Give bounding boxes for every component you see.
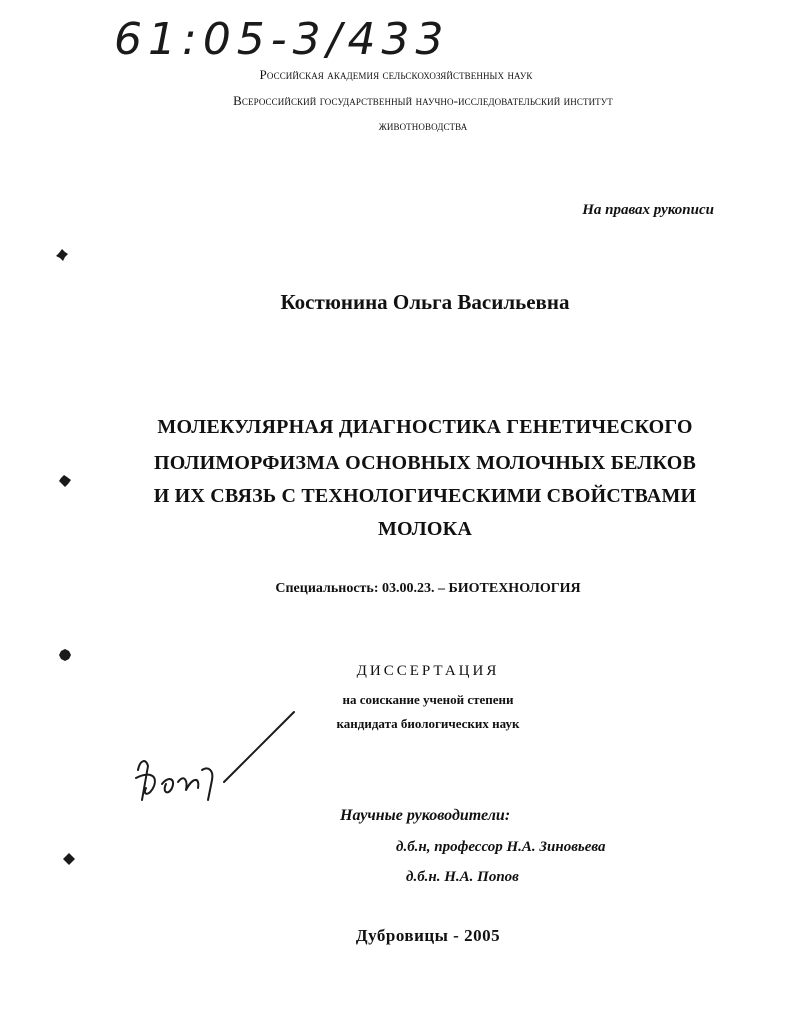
place-year: Дубровицы - 2005 [355,926,501,945]
handwritten-signature [128,700,308,810]
institute-name-line2: животноводства [378,118,468,133]
archive-number [110,8,470,68]
punch-hole-icon [58,648,72,662]
dissertation-degree-line2: кандидата биологических наук [336,716,520,731]
academy-name: Российская академия сельскохозяйственных наук [259,67,533,82]
institute-name-line1: Всероссийский государственный научно-исследовательский институт [233,93,613,108]
punch-hole-icon [62,852,76,866]
supervisors-label: Научные руководители: [340,807,511,824]
archive-number-text: 61:05-3/433 [114,14,450,65]
author-name: Костюнина Ольга Васильевна [280,290,570,314]
rights-note: На правах рукописи [582,202,714,218]
punch-hole-icon [55,248,69,262]
archive-number-handwriting [110,8,470,68]
punch-hole-icon [58,474,72,488]
title-line-3: И ИХ СВЯЗЬ С ТЕХНОЛОГИЧЕСКИМИ СВОЙСТВАМИ [153,485,697,507]
title-line-2: ПОЛИМОРФИЗМА ОСНОВНЫХ МОЛОЧНЫХ БЕЛКОВ [153,452,697,474]
dissertation-degree-line1: на соискание ученой степени [342,692,514,707]
title-line-4: МОЛОКА [377,518,473,540]
speciality: Специальность: 03.00.23. – БИОТЕХНОЛОГИЯ [275,581,581,596]
dissertation-word: ДИССЕРТАЦИЯ [356,663,500,679]
supervisor-first: д.б.н, профессор Н.А. Зиновьева [396,839,606,855]
title-line-1: МОЛЕКУЛЯРНАЯ ДИАГНОСТИКА ГЕНЕТИЧЕСКОГО [157,416,693,438]
supervisor-second: д.б.н. Н.А. Попов [406,869,519,885]
